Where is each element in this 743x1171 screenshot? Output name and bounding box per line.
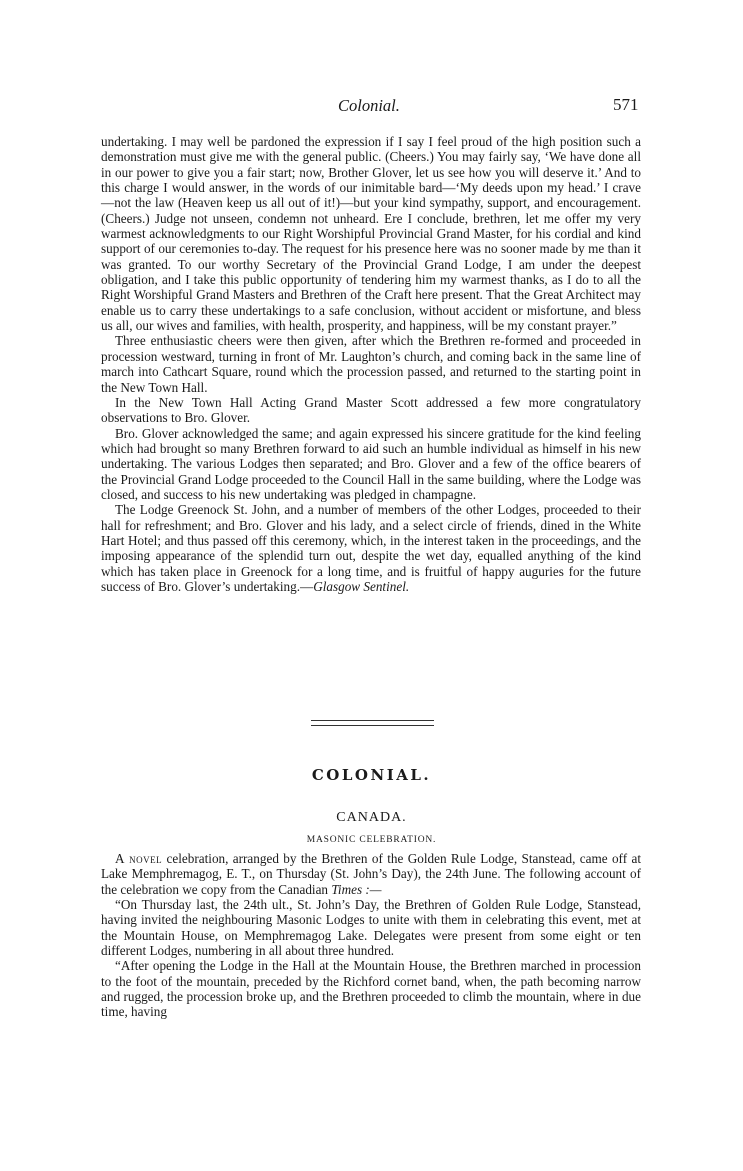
paragraph: In the New Town Hall Acting Grand Master Scott addressed a few more congratulatory observations to Bro. Glover.: [101, 394, 641, 426]
paragraph: “After opening the Lodge in the Hall at the Mountain House, the Brethren marched in procession to the foot of the mountain, preceded by the Richford cornet band, when, the path becoming narrow and rugged, the procession broke up, and the Brethren proceeded to climb the mountain, where in due time, having: [101, 958, 641, 1020]
article-body-continued: [101, 134, 641, 594]
page-number: 571: [613, 95, 639, 114]
paragraph: [101, 502, 641, 594]
page-header: [0, 96, 743, 120]
article-body: [101, 851, 641, 1020]
lead-words: A novel: [115, 851, 163, 866]
running-title: Colonial.: [338, 96, 400, 115]
paragraph: “On Thursday last, the 24th ult., St. John’s Day, the Brethren of Golden Rule Lodge, Stanstead, having invited the neighbouring Masonic Lodges to unite with them in celebrating this event, met at the Mountain House, on Memphremagog Lake. Delegates were present from some eight or ten different Lodges, numbering in all about three hundred.: [101, 897, 641, 959]
source-citation: Glasgow Sentinel.: [313, 578, 410, 594]
article-heading: MASONIC CELEBRATION.: [306, 835, 437, 845]
source-citation: Times :—: [331, 881, 382, 897]
paragraph: Three enthusiastic cheers were then given, after which the Brethren re-formed and proceeded in procession westward, turning in front of Mr. Laughton’s church, and coming back in the same line of march into Cathcart Square, round which the procession passed, and returned to the starting point in the New Town Hall.: [101, 333, 641, 395]
paragraph: [101, 851, 641, 897]
section-heading: COLONIAL.: [311, 766, 432, 784]
section-divider: [311, 720, 434, 726]
sub-heading: CANADA.: [336, 810, 407, 825]
paragraph: Bro. Glover acknowledged the same; and again expressed his sincere gratitude for the kind feeling which had brought so many Brethren forward to aid such an humble individual as himself in his new undertaking. The various Lodges then separated; and Bro. Glover and a few of the office bearers of the Provincial Grand Lodge proceeded to the Council Hall in the same building, where the Lodge was closed, and success to his new undertaking was pledged in champagne.: [101, 425, 641, 502]
paragraph: undertaking. I may well be pardoned the expression if I say I feel proud of the high position such a demonstration must give me with the general public. (Cheers.) You may fairly say, ‘We have done all in our power to give you a fair start; now, Brother Glover, let us see how you will deserve it.’ And to this charge I would answer, in the words of our inimitable bard—‘My deeds upon my head.’ I crave —not the law (Heaven keep us all out of it!)—but your kind sympathy, support, and encouragement. (Cheers.) Judge not unseen, condemn not unheard. Ere I conclude, brethren, let me offer my very warmest acknowledgments to our Right Worshipful Provincial Grand Master, for his cordial and kind support of our ceremonies to-day. The request for his presence here was no sooner made by me than it was granted. To our worthy Secretary of the Provincial Grand Lodge, I am under the deepest obligation, and I take this public opportunity of tendering him my warmest thanks, as I do to all the Right Worshipful Grand Masters and Brethren of the Craft here present. That the Great Architect may enable us to carry these undertakings to a safe conclusion, without accident or misfortune, and bless us all, our wives and families, with health, prosperity, and happiness, will be my constant prayer.”: [101, 134, 641, 334]
paragraph-text: celebration, arranged by the Brethren of the Golden Rule Lodge, Stanstead, came off at Lake Memphremagog, E. T., on Thursday (St. John’s Day), the 24th June. The following account of the celebration we copy from the Canadian: [101, 851, 641, 897]
paragraph-text: The Lodge Greenock St. John, and a number of members of the other Lodges, proceeded to their hall for refreshment; and Bro. Glover and his lady, and a select circle of friends, dined in the White Hart Hotel; and thus passed off this ceremony, which, in the interest taken in the proceedings, and the imposing appearance of the splendid turn out, despite the wet day, equalled anything of the kind which has taken place in Greenock for a long time, and is fruitful of happy auguries for the future success of Bro. Glover’s undertaking.—: [101, 502, 641, 594]
